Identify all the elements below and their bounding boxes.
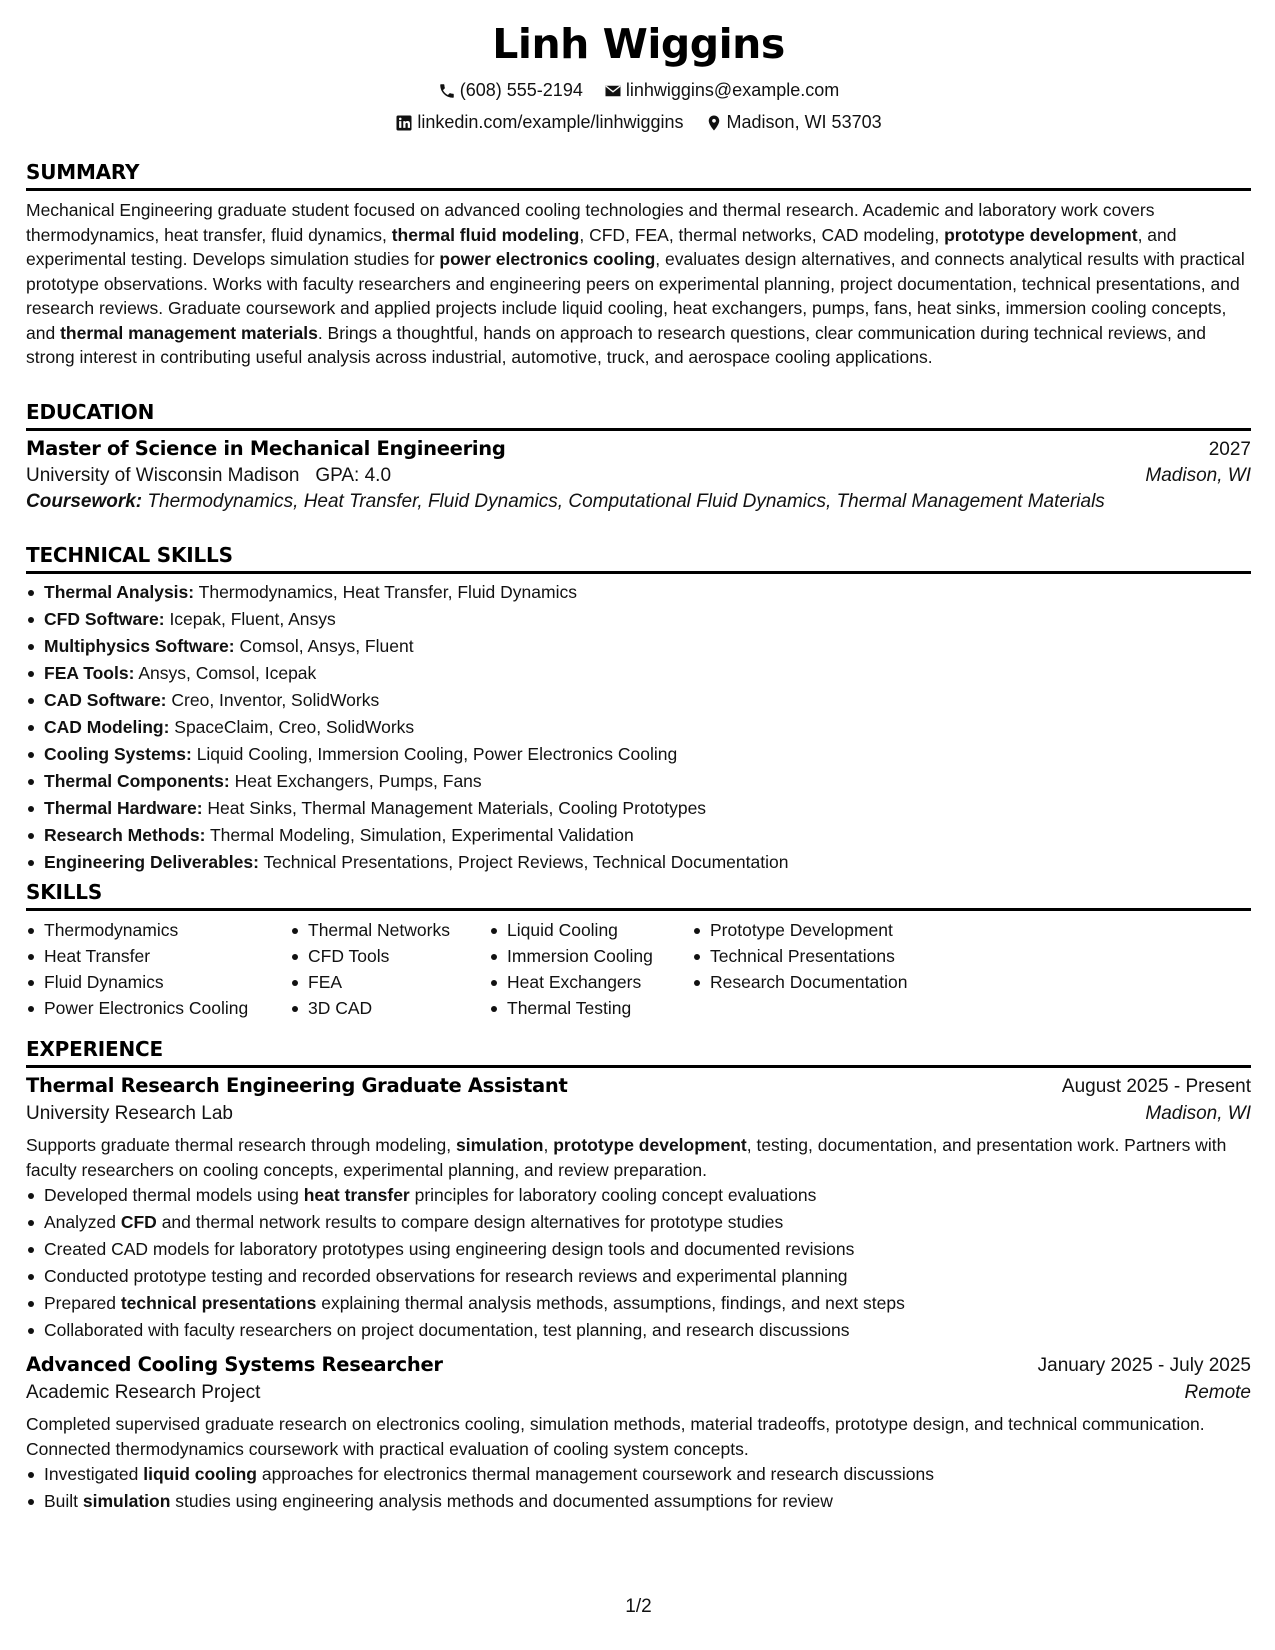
envelope-icon <box>604 82 622 100</box>
skills-column <box>692 917 992 1021</box>
job-dates: August 2025 - Present <box>1061 1076 1251 1097</box>
gpa: GPA: 4.0 <box>315 465 392 486</box>
job-bullet: Prepared technical presentations explaining thermal analysis methods, assumptions, findings, and next steps <box>26 1290 1251 1317</box>
coursework-line <box>26 491 1251 513</box>
tech-skill-item: Engineering Deliverables: Technical Presentations, Project Reviews, Technical Documentation <box>26 849 1251 876</box>
skill-item: 3D CAD <box>290 995 489 1021</box>
skill-item: Immersion Cooling <box>489 943 692 969</box>
contact-row-2 <box>26 112 1251 137</box>
job-org: Academic Research Project <box>26 1382 261 1403</box>
tech-skill-item: Multiphysics Software: Comsol, Ansys, Fluent <box>26 633 1251 660</box>
skill-item: Power Electronics Cooling <box>26 995 290 1021</box>
skill-item: FEA <box>290 969 489 995</box>
phone-icon <box>438 82 456 100</box>
job-bullet: Investigated liquid cooling approaches for electronics thermal management coursework and research discussions <box>26 1461 1251 1488</box>
job-header <box>26 1074 1251 1098</box>
tech-skill-item: CFD Software: Icepak, Fluent, Ansys <box>26 606 1251 633</box>
skills-column <box>26 917 290 1021</box>
education-heading: EDUCATION <box>26 400 155 424</box>
job-bullet: Created CAD models for laboratory prototypes using engineering design tools and documented revisions <box>26 1236 1251 1263</box>
skills-divider <box>26 908 1251 911</box>
tech-skill-item: CAD Modeling: SpaceClaim, Creo, SolidWorks <box>26 714 1251 741</box>
skills-section <box>26 880 1251 1021</box>
summary-paragraph: Mechanical Engineering graduate student focused on advanced cooling technologies and thermal research. Academic and laboratory work covers thermodynamics, heat transfer, fluid dynamics, thermal fluid modeling, CFD, FEA, thermal networks, CAD modeling, prototype development, and experimental testing. Develops simulation studies for power electronics cooling, evaluates design alternatives, and connects analytical results with practical prototype observations. Works with faculty researchers and engineering peers on experimental planning, project documentation, technical presentations, and research reviews. Graduate coursework and applied projects include liquid cooling, heat exchangers, pumps, fans, heat sinks, immersion cooling concepts, and thermal management materials. Brings a thoughtful, hands on approach to research questions, clear communication during technical reviews, and strong interest in contributing useful analysis across industrial, automotive, truck, and aerospace cooling applications. <box>26 200 1245 367</box>
location-contact <box>705 112 882 133</box>
job-header <box>26 1353 1251 1377</box>
job-entry <box>26 1074 1251 1344</box>
skill-item: Heat Transfer <box>26 943 290 969</box>
candidate-name: Linh Wiggins <box>492 20 785 68</box>
page-number: 1/2 <box>625 1596 652 1617</box>
technical-skills-list <box>26 579 1251 876</box>
summary-divider <box>26 188 1251 191</box>
tech-skill-item: Thermal Components: Heat Exchangers, Pumps, Fans <box>26 768 1251 795</box>
email-contact[interactable] <box>604 80 839 101</box>
tech-skill-item: Cooling Systems: Liquid Cooling, Immersion Cooling, Power Electronics Cooling <box>26 741 1251 768</box>
school-location: Madison, WI <box>1145 465 1251 486</box>
map-pin-icon <box>705 114 723 132</box>
job-title: Advanced Cooling Systems Researcher <box>26 1353 443 1376</box>
skills-grid <box>26 917 1251 1021</box>
location-text: Madison, WI 53703 <box>726 112 882 132</box>
technical-skills-heading: TECHNICAL SKILLS <box>26 543 233 567</box>
skill-item: Thermodynamics <box>26 917 290 943</box>
job-org: University Research Lab <box>26 1103 233 1124</box>
education-entry-header <box>26 437 1251 461</box>
skill-item: Heat Exchangers <box>489 969 692 995</box>
coursework-label: Coursework: <box>26 491 143 512</box>
job-location: Remote <box>1184 1382 1251 1403</box>
experience-heading: EXPERIENCE <box>26 1037 163 1061</box>
contact-row-1 <box>26 80 1251 105</box>
school-name: University of Wisconsin Madison <box>26 465 300 486</box>
job-bullet: Built simulation studies using engineering analysis methods and documented assumptions for review <box>26 1488 1251 1515</box>
education-entry-sub <box>26 465 1251 487</box>
skills-column <box>489 917 692 1021</box>
job-bullet: Collaborated with faculty researchers on project documentation, test planning, and research discussions <box>26 1317 1251 1344</box>
email-text[interactable]: linhwiggins@example.com <box>625 80 840 100</box>
phone-contact <box>438 80 583 101</box>
job-bullet: Conducted prototype testing and recorded observations for research reviews and experimental planning <box>26 1263 1251 1290</box>
job-title: Thermal Research Engineering Graduate Assistant <box>26 1074 568 1097</box>
job-sub <box>26 1103 1251 1125</box>
skill-item: Thermal Networks <box>290 917 489 943</box>
phone-text: (608) 555-2194 <box>459 80 583 100</box>
linkedin-contact[interactable] <box>395 112 683 133</box>
education-divider <box>26 428 1251 431</box>
skills-column <box>290 917 489 1021</box>
job-summary: Completed supervised graduate research on electronics cooling, simulation methods, material tradeoffs, prototype design, and technical communication. Connected thermodynamics coursework with practical evaluation of cooling system concepts. <box>26 1414 1205 1459</box>
skills-heading: SKILLS <box>26 880 103 904</box>
graduation-year: 2027 <box>1208 439 1251 460</box>
education-section <box>26 400 1251 513</box>
technical-skills-divider <box>26 571 1251 574</box>
job-bullet: Developed thermal models using heat transfer principles for laboratory cooling concept evaluations <box>26 1182 1251 1209</box>
tech-skill-item: Thermal Hardware: Heat Sinks, Thermal Management Materials, Cooling Prototypes <box>26 795 1251 822</box>
skill-item: CFD Tools <box>290 943 489 969</box>
job-entry <box>26 1353 1251 1515</box>
skill-item: Liquid Cooling <box>489 917 692 943</box>
tech-skill-item: CAD Software: Creo, Inventor, SolidWorks <box>26 687 1251 714</box>
linkedin-icon <box>395 114 413 132</box>
job-location: Madison, WI <box>1145 1103 1251 1124</box>
skill-item: Technical Presentations <box>692 943 992 969</box>
resume-page <box>26 0 1251 1650</box>
skill-item: Prototype Development <box>692 917 992 943</box>
summary-heading: SUMMARY <box>26 160 140 184</box>
job-dates: January 2025 - July 2025 <box>1037 1355 1251 1376</box>
tech-skill-item: FEA Tools: Ansys, Comsol, Icepak <box>26 660 1251 687</box>
job-sub <box>26 1382 1251 1404</box>
skill-item: Fluid Dynamics <box>26 969 290 995</box>
experience-divider <box>26 1065 1251 1068</box>
coursework-list: Thermodynamics, Heat Transfer, Fluid Dynamics, Computational Fluid Dynamics, Thermal Management Materials <box>147 491 1105 512</box>
tech-skill-item: Thermal Analysis: Thermodynamics, Heat Transfer, Fluid Dynamics <box>26 579 1251 606</box>
linkedin-text[interactable]: linkedin.com/example/linhwiggins <box>417 112 684 132</box>
job-bullets <box>26 1461 1251 1515</box>
school-line <box>26 465 391 487</box>
job-bullet: Analyzed CFD and thermal network results to compare design alternatives for prototype studies <box>26 1209 1251 1236</box>
tech-skill-item: Research Methods: Thermal Modeling, Simulation, Experimental Validation <box>26 822 1251 849</box>
job-bullets <box>26 1182 1251 1344</box>
skill-item: Thermal Testing <box>489 995 692 1021</box>
job-summary: Supports graduate thermal research through modeling, simulation, prototype development, testing, documentation, and presentation work. Partners with faculty researchers on cooling concepts, experimental planning, and review preparation. <box>26 1135 1227 1180</box>
summary-section <box>26 160 1251 370</box>
skill-item: Research Documentation <box>692 969 992 995</box>
technical-skills-section <box>26 543 1251 876</box>
experience-section <box>26 1037 1251 1515</box>
degree-title: Master of Science in Mechanical Engineering <box>26 437 506 460</box>
